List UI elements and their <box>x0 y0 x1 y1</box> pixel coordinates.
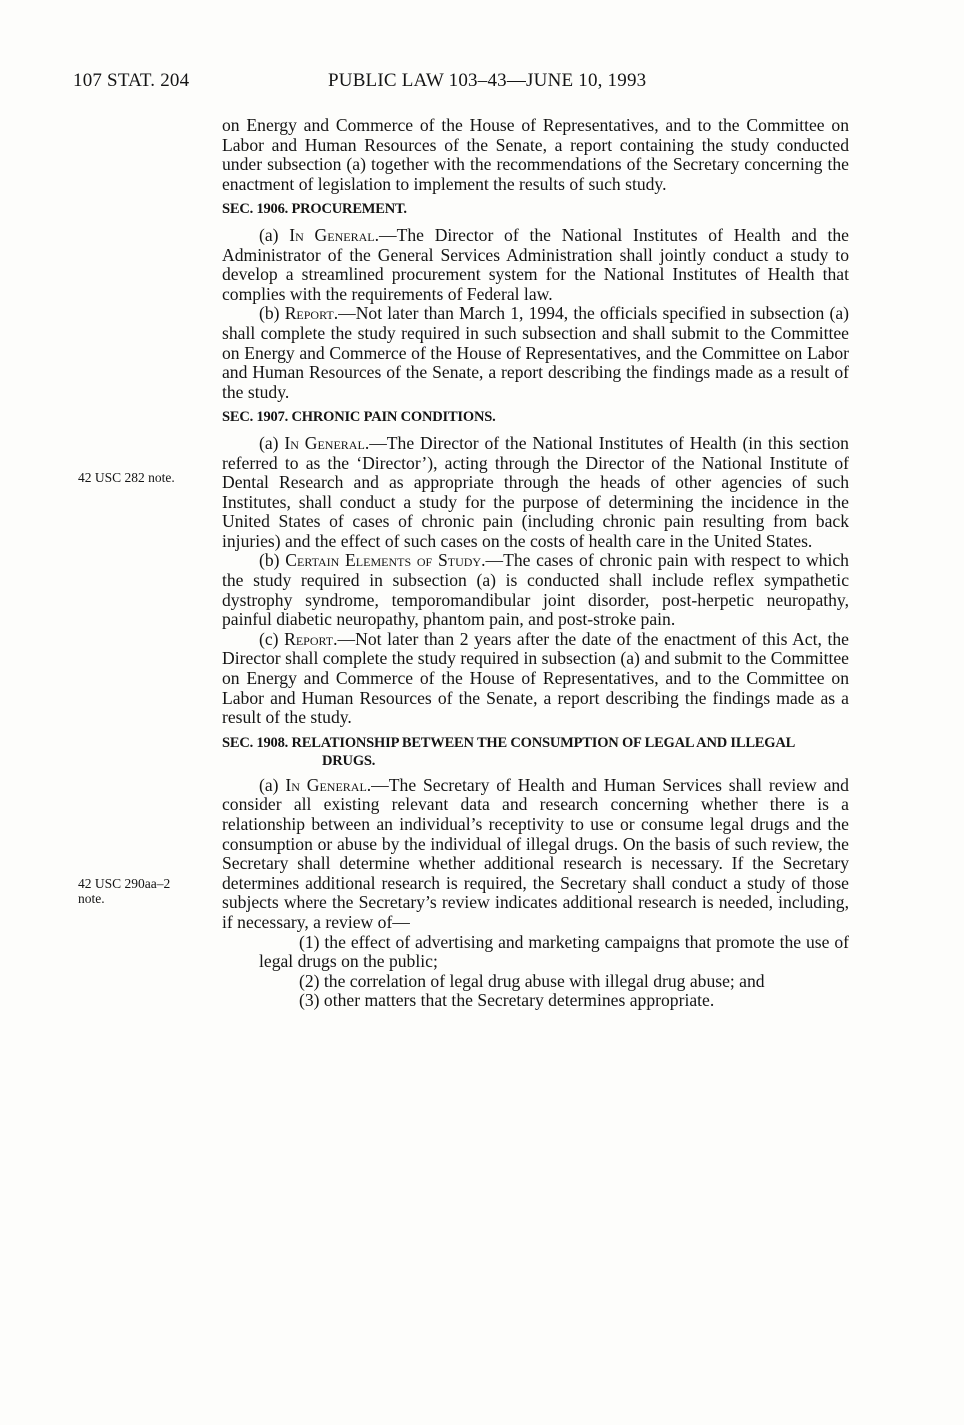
subsection-title: In General <box>285 774 367 795</box>
subsection-label: (c) <box>259 628 285 649</box>
section-1906-b <box>222 304 849 402</box>
subsection-label: (b) <box>259 550 286 571</box>
section-1906-a <box>222 226 849 304</box>
section-1906-heading: SEC. 1906. PROCUREMENT. <box>222 201 407 218</box>
subsection-text: .—Not later than 2 years after the date of the enactment of this Act, the Director shall complete the study required in subsection (a) and submit to the Committee on Energy and Commerce of the House of Representatives, and to the Committee on Labor and Human Resources of the Senate, a report describing the findings made as a result of the study. <box>222 628 849 728</box>
section-1908-a <box>222 776 849 933</box>
subsection-label: (a) <box>259 774 286 795</box>
running-header: PUBLIC LAW 103–43—JUNE 10, 1993 <box>328 70 647 91</box>
subsection-title: Report <box>284 628 334 649</box>
margin-note-line: 42 USC 290aa–2 <box>78 876 171 891</box>
section-1907-b <box>222 551 849 629</box>
list-item-1: (1) the effect of advertising and marketing campaigns that promote the use of legal drugs on the public; <box>259 931 849 972</box>
subsection-title: In General <box>284 432 365 453</box>
margin-note-usc-282: 42 USC 282 note. <box>78 470 175 485</box>
subsection-text: .—Not later than March 1, 1994, the officials specified in subsection (a) shall complete the study required in such subsection and shall submit to the Committee on Energy and Commerce of the House of Representatives, and the Committee on Labor and Human Resources of the Senate, a report describing the findings made as a result of the study. <box>222 303 849 402</box>
list-item-3: (3) other matters that the Secretary determines appropriate. <box>299 990 715 1011</box>
margin-note-line: note. <box>78 891 105 906</box>
main-text-column <box>222 116 849 1011</box>
subsection-text: .—The cases of chronic pain with respect to which the study required in subsection (a) is conducted shall include reflex sympathetic dystrophy syndrome, temporomandibular joint disorder, post-herpetic neuropathy, painful diabetic neuropathy, phantom pain, and post-stroke pain. <box>222 550 849 630</box>
stat-page-number: 107 STAT. 204 <box>73 70 190 91</box>
list-item-2: (2) the correlation of legal drug abuse with illegal drug abuse; and <box>299 970 765 991</box>
margin-note-usc-290aa <box>78 876 213 906</box>
section-1907-c <box>222 630 849 728</box>
section-1908-heading: SEC. 1908. RELATIONSHIP BETWEEN THE CONSUMPTION OF LEGAL AND ILLEGAL DRUGS. <box>222 734 795 769</box>
subsection-label: (a) <box>259 224 290 245</box>
subsection-title: In General <box>289 224 375 245</box>
subsection-text: .—The Director of the National Institutes of Health (in this section referred to as the ‘Director’), acting through the Director of the National Institute of Dental Research and as appropriate through the heads of other agencies of such Institutes, shall conduct a study for the purpose of determining the incidence in the United States of cases of chronic pain (including chronic pain resulting from back injuries) and the effect of such cases on the costs of health care in the United States. <box>222 432 849 551</box>
subsection-title: Report <box>284 303 334 324</box>
subsection-text: .—The Secretary of Health and Human Services shall review and consider all existing relevant data and research concerning whether there is a relationship between an individual’s receptivity to use or consume legal drugs and the consumption or abuse by the individual of illegal drugs. On the basis of such review, the Secretary shall determine whether additional research is necessary. If the Secretary determines additional research is required, the Secretary shall conduct a study of those subjects where the Secretary’s review indicates additional research is needed, including, if necessary, a review of— <box>222 774 849 932</box>
section-1907-heading: SEC. 1907. CHRONIC PAIN CONDITIONS. <box>222 409 496 426</box>
intro-paragraph: on Energy and Commerce of the House of Representatives, and to the Committee on Labor and Human Resources of the Senate, a report containing the study conducted under subsection (a) together with the recommendations of the Secretary concerning the enactment of legislation to implement the results of such study. <box>222 115 849 194</box>
subsection-text: .—The Director of the National Institutes of Health and the Administrator of the General Services Administration shall jointly conduct a study to develop a streamlined procurement system for the National Institutes of Health that complies with the requirements of Federal law. <box>222 224 849 304</box>
section-1907-a <box>222 434 849 552</box>
subsection-title: Certain Elements of Study <box>285 550 482 571</box>
subsection-label: (b) <box>259 303 285 324</box>
subsection-label: (a) <box>259 432 285 453</box>
